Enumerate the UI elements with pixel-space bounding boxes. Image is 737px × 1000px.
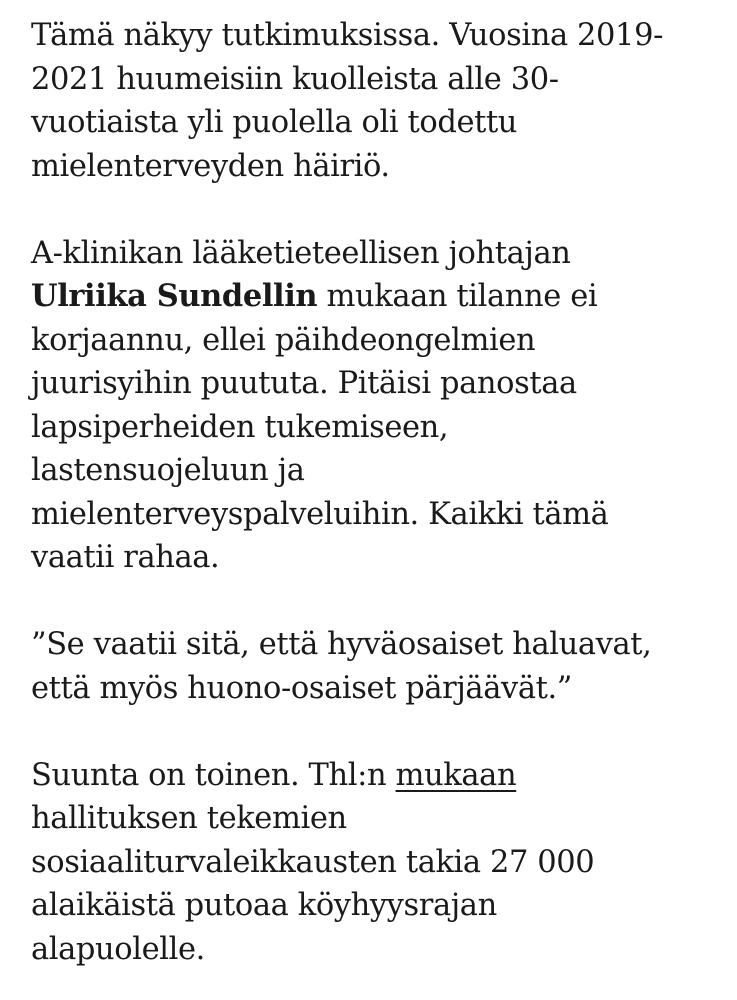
person-name: Ulriika Sundellin	[31, 278, 318, 314]
text-line: juurisyihin puututa. Pitäisi panostaa	[31, 366, 577, 401]
text-line: että myös huono-osaiset pärjäävät.”	[31, 670, 572, 706]
text-line: alaikäistä putoaa köyhyysrajan	[31, 888, 497, 923]
paragraph-sundell	[31, 232, 711, 580]
text-line: vuotiaista yli puolella oli todettu	[31, 105, 518, 140]
text-line: vaatii rahaa.	[31, 540, 220, 575]
text-line: mielenterveyden häiriö.	[31, 148, 390, 184]
thl-source-link[interactable]: mukaan	[395, 757, 517, 793]
paragraph-thl	[31, 754, 711, 972]
text-line: ”Se vaatii sitä, että hyväosaiset haluavat,	[31, 627, 652, 662]
text-fragment: Suunta on toinen. Thl:n	[31, 757, 396, 793]
text-line: hallituksen tekemien	[31, 801, 347, 836]
article-body	[31, 14, 711, 971]
text-line: sosiaaliturvaleikkausten takia 27 000	[31, 844, 595, 880]
text-line: alapuolelle.	[31, 931, 205, 967]
text-line: Tämä näkyy tutkimuksissa. Vuosina 2019-	[31, 18, 663, 53]
text-line: mielenterveyspalveluihin. Kaikki tämä	[31, 496, 609, 532]
text-line: lastensuojeluun ja	[31, 453, 305, 488]
text-line	[31, 275, 711, 319]
paragraph-quote	[31, 623, 711, 710]
text-line: A-klinikan lääketieteellisen johtajan	[31, 235, 571, 271]
text-line: 2021 huumeisiin kuolleista alle 30-	[31, 61, 559, 97]
text-line: korjaannu, ellei päihdeongelmien	[31, 322, 536, 358]
text-line	[31, 754, 711, 798]
text-line: lapsiperheiden tukemiseen,	[31, 409, 449, 445]
paragraph-research	[31, 14, 711, 188]
text-fragment: mukaan tilanne ei	[317, 279, 598, 314]
